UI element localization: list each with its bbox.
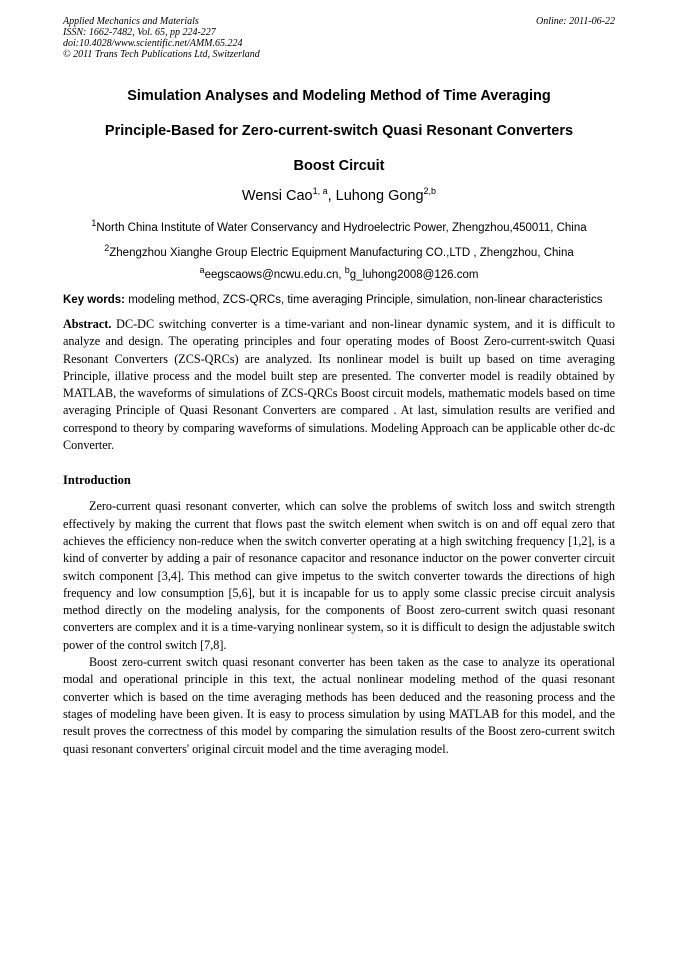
affiliation-2-text: Zhengzhou Xianghe Group Electric Equipment Manufacturing CO.,LTD , Zhengzhou, China <box>109 247 574 259</box>
affiliation-1-text: North China Institute of Water Conservancy and Hydroelectric Power, Zhengzhou,450011, China <box>96 222 587 234</box>
affiliation-1 <box>63 220 615 236</box>
keywords-label: Key words: <box>63 294 125 306</box>
author-1: Wensi Cao <box>241 188 313 204</box>
affiliation-1-sup: 1 <box>91 218 97 229</box>
abstract-text: DC-DC switching converter is a time-variant and non-linear dynamic system, and it is difficult to analyze and design. The operating principles and four operating modes of Boost Zero-current-switch Quasi Resonant Converters (ZCS-QRCs) are analyzed. Its nonlinear model is built up based on time averaging Principle, illative process and the model built step are presented. The converter model is readily obtained by MATLAB, the waveforms of simulations of ZCS-QRCs Boost circuit models, mathematic models based on time averaging Principle of Quasi Resonant Converters are compared . At last, simulation results are verified and correspond to theory by comparing waveforms of simulations. Modeling Approach can be applicable other dc-dc Converter. <box>63 317 615 453</box>
affiliation-2 <box>63 245 615 261</box>
title-line-1: Simulation Analyses and Modeling Method of Time Averaging <box>127 88 551 104</box>
journal-name: Applied Mechanics and Materials <box>63 16 199 27</box>
email-a[interactable]: eegscaows@ncwu.edu.cn, <box>204 269 345 281</box>
author-1-sup: 1, a <box>312 186 328 197</box>
keywords <box>63 291 615 309</box>
journal-header <box>63 16 615 60</box>
title-line-3: Boost Circuit <box>293 158 385 174</box>
intro-paragraph-2: Boost zero-current switch quasi resonant converter has been taken as the case to analyze its operational modal and operational principle in this text, the actual nonlinear modeling method of the quasi resonant converter which is based on the time averaging methods has been deduced and the reasoning process and the stages of modeling have been given. It is easy to process simulation by using MATLAB for this model, and the result proves the correctness of this model by comparing the simulation results of the Boost zero-current switch quasi resonant converters' original circuit model and the time averaging model. <box>63 655 615 756</box>
doi-line: doi:10.4028/www.scientific.net/AMM.65.224 <box>63 38 243 49</box>
author-separator: , <box>327 188 336 204</box>
title-line-2: Principle-Based for Zero-current-switch Quasi Resonant Converters <box>104 123 574 139</box>
email-b-sup: b <box>344 265 350 276</box>
issn-line: ISSN: 1662-7482, Vol. 65, pp 224-227 <box>63 27 216 38</box>
author-2: Luhong Gong <box>335 188 424 204</box>
abstract-label: Abstract. <box>63 317 112 331</box>
email-b[interactable]: g_luhong2008@126.com <box>349 269 479 281</box>
intro-paragraph-1: Zero-current quasi resonant converter, which can solve the problems of switch loss and switch strength effectively by making the current that flows past the switch element when switch is on and off equal zero that achieves the efficiency non-reduce when the switch converter operating at a high switching frequency [1,2], is a kind of converter by adding a pair of resonance capacitor and resonance inductor on the power converter circuit switch component [3,4]. This method can give impetus to the switch converter towards the directions of high frequency and low consumption [5,6], but it is incapable for us to apply some classic precise circuit analysis method directly on the modeling analysis, for the components of Boost zero-current switch quasi resonant converters are complex and it is a time-varying nonlinear system, so it is difficult to design the adjustable switch power of the control switch [7,8]. <box>63 499 615 652</box>
author-list <box>63 186 615 206</box>
abstract <box>63 316 615 454</box>
section-heading-introduction: Introduction <box>63 473 131 488</box>
paper-title <box>63 79 615 184</box>
keywords-text: modeling method, ZCS-QRCs, time averaging Principle, simulation, non-linear characteristics <box>125 294 603 306</box>
author-2-sup: 2,b <box>423 186 437 197</box>
affiliation-2-sup: 2 <box>104 243 110 254</box>
copyright-line: © 2011 Trans Tech Publications Ltd, Switzerland <box>63 49 260 60</box>
email-a-sup: a <box>199 265 205 276</box>
email-line <box>63 267 615 283</box>
paper-page <box>63 16 615 758</box>
online-date: Online: 2011-06-22 <box>536 16 615 27</box>
